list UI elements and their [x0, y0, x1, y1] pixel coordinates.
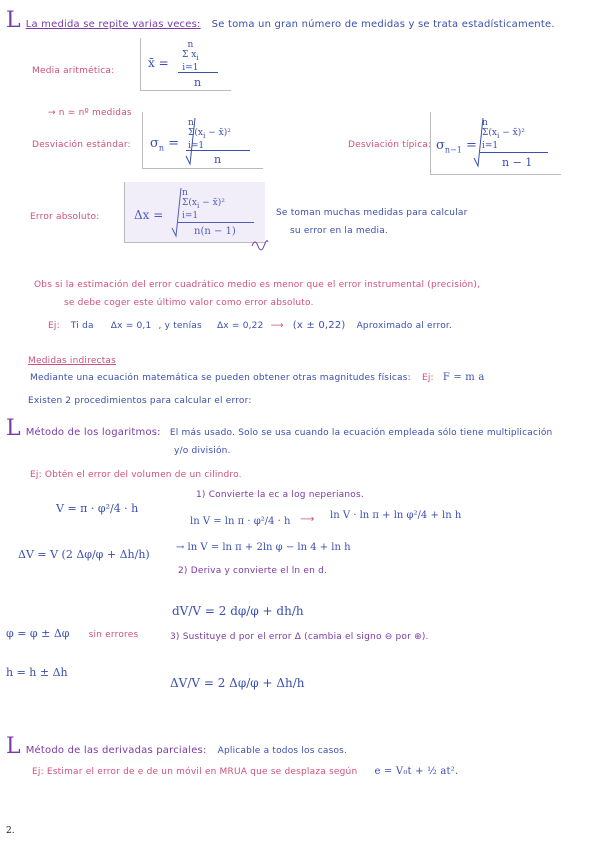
indirect-ej: Ej:	[421, 373, 434, 383]
eq-ln-v: ln V = ln π · φ²/4 · h	[190, 516, 291, 527]
section-marker-icon: L	[6, 734, 21, 759]
example-3-text: Ej: Estimar el error de e de un móvil en MRUA que se desplaza según	[32, 767, 358, 777]
example-1-d: Δx = 0,22	[216, 321, 264, 331]
log-line-1: El más usado. Solo se usa cuando la ecuación empleada sólo tiene multiplicación	[169, 428, 553, 438]
step-3: 3) Sustituye d por el error Δ (cambia el signo ⊖ por ⊕).	[170, 632, 429, 642]
n-note: → n = nº medidas	[48, 108, 132, 118]
example-2: Ej: Obtén el error del volumen de un cilindro.	[30, 470, 242, 480]
eq-dv-v: dV/V = 2 dφ/φ + dh/h	[172, 604, 304, 618]
std-label: Desviación estándar:	[32, 140, 131, 150]
indirect-eq: F = m a	[442, 372, 485, 383]
section-marker-icon: L	[6, 416, 21, 441]
section-title: La medida se repite varias veces:	[25, 19, 201, 30]
derivatives-title: Método de las derivadas parciales:	[25, 745, 207, 756]
log-line-2: y/o división.	[174, 446, 231, 456]
example-1-a: Ti da	[70, 321, 94, 331]
std-typical-formula: $\sigma_{n-1}$ = n $\Sigma(x_i$ − x̄)² i=1 n − 1	[436, 116, 556, 174]
abs-error-label: Error absoluto:	[30, 212, 100, 222]
indirect-title: Medidas indirectas	[28, 356, 117, 366]
eq-delta-v: ΔV = V (2 Δφ/φ + Δh/h)	[18, 548, 150, 561]
section-marker-icon: L	[6, 8, 21, 33]
arrow-right-icon: ⟶	[300, 514, 315, 525]
section-derivatives	[6, 736, 347, 758]
eq-dv-final: ΔV/V = 2 Δφ/φ + Δh/h	[170, 676, 305, 690]
example-1-b: Δx = 0,1	[110, 321, 152, 331]
std-box	[142, 112, 263, 169]
abs-error-note-1: Se toman muchas medidas para calcular	[276, 208, 468, 218]
std-typical-box	[430, 112, 561, 175]
std-typical-label: Desviación típica:	[348, 140, 432, 150]
mean-box	[140, 38, 231, 91]
step-1: 1) Convierte la ec a log neperianos.	[196, 490, 364, 500]
obs-line-1: Obs si la estimación del error cuadrático medio es menor que el error instrumental (precisión),	[34, 280, 481, 290]
eq-volume: V = π · φ²/4 · h	[56, 502, 139, 515]
section-repeated-measure	[6, 10, 555, 32]
eq-h: h = h ± Δh	[6, 666, 68, 679]
eq-phi: φ = φ ± Δφ	[6, 627, 70, 640]
eq-phi-row	[6, 622, 138, 641]
derivatives-line: Aplicable a todos los casos.	[217, 746, 348, 756]
page-number: 2.	[6, 826, 15, 836]
squiggle-icon	[252, 238, 268, 252]
eq-ln-v2: ln V · ln π + ln φ²/4 + ln h	[330, 510, 462, 521]
mean-formula: x̄ = n Σ $x_i$ i=1 n	[148, 40, 220, 92]
section-text: Se toma un gran número de medidas y se trata estadísticamente.	[211, 19, 555, 30]
eq-ln-v3: → ln V = ln π + 2ln φ − ln 4 + ln h	[176, 542, 351, 553]
indirect-text: Mediante una ecuación matemática se pueden obtener otras magnitudes físicas:	[30, 373, 411, 383]
abs-error-note-2: su error en la media.	[290, 226, 388, 236]
example-prefix: Ej:	[48, 321, 60, 331]
log-title: Método de los logaritmos:	[25, 427, 161, 438]
std-formula: $\sigma_n$ = n $\Sigma(x_i$ − x̄)² i=1 n	[150, 116, 260, 170]
eq-no-errors: sin errores	[88, 630, 139, 640]
abs-error-formula: Δx = n $\Sigma(x_i$ − x̄)² i=1 n(n − 1)	[134, 186, 264, 242]
example-3	[32, 766, 458, 777]
example-1-c: , y tenías	[158, 321, 202, 331]
mean-label: Media aritmética:	[32, 66, 115, 76]
example-3-eq: e = V₀t + ½ at².	[374, 766, 459, 777]
example-1-e: (x ± 0,22)	[292, 320, 346, 331]
indirect-line-2: Existen 2 procedimientos para calcular el error:	[28, 396, 252, 406]
step-2: 2) Deriva y convierte el ln en d.	[178, 566, 328, 576]
example-1	[48, 320, 452, 331]
obs-line-2: se debe coger este último valor como error absoluto.	[64, 298, 314, 308]
indirect-line-1	[30, 372, 485, 383]
arrow-right-icon: ⟶	[270, 321, 284, 331]
example-1-f: Aproximado al error.	[356, 321, 453, 331]
section-log-method	[6, 418, 552, 440]
abs-error-box	[124, 182, 265, 243]
